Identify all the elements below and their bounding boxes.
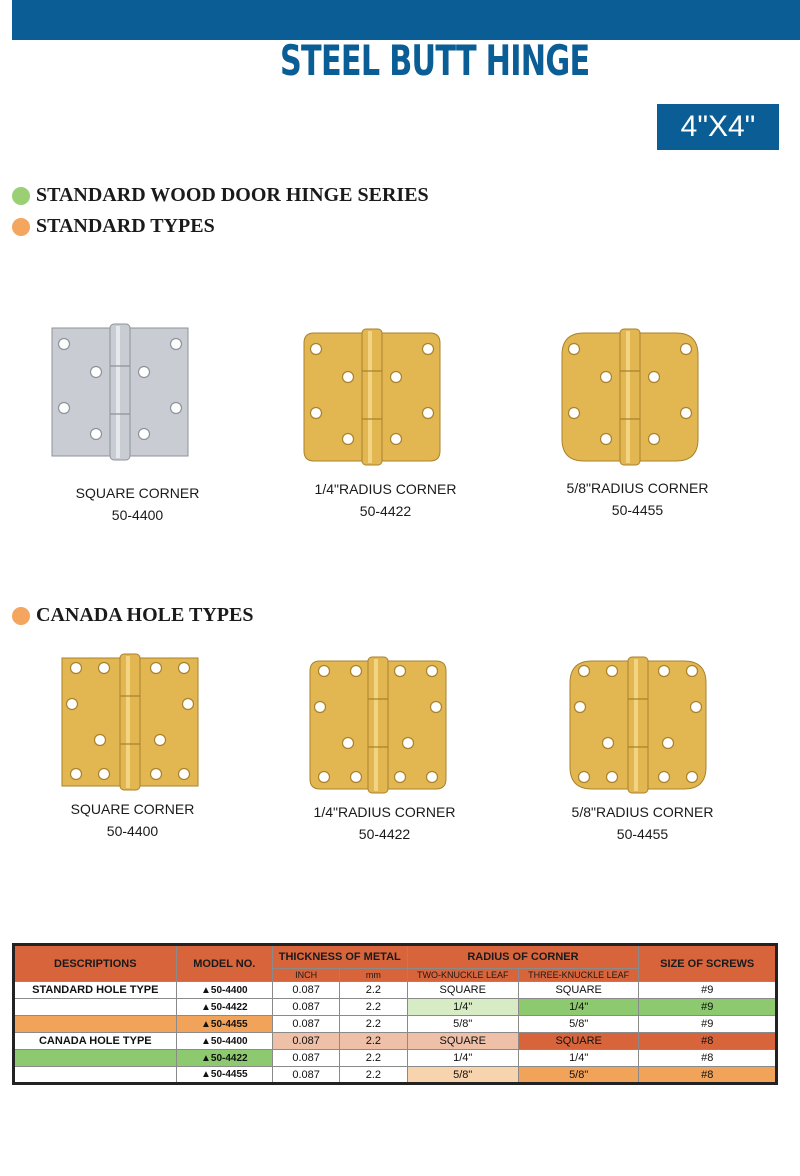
screw-hole [395, 772, 406, 783]
hinge-model: 50-4400 [111, 507, 164, 523]
screw-hole [687, 772, 698, 783]
hinge-name: 5/8"RADIUS CORNER [571, 804, 714, 820]
screw-hole [649, 372, 660, 383]
row-screws: #9 [639, 982, 777, 999]
page-title: STEEL BUTT HINGE [280, 36, 590, 85]
row-description [14, 999, 177, 1016]
row-inch: 0.087 [273, 1067, 340, 1084]
screw-hole [99, 769, 110, 780]
screw-hole [579, 772, 590, 783]
screw-hole [403, 738, 414, 749]
header-model-no: MODEL NO. [176, 945, 272, 982]
row-three-knuckle: 5/8" [518, 1016, 638, 1033]
hinge-model: 50-4455 [616, 826, 669, 842]
hinge-model: 50-4400 [106, 823, 159, 839]
screw-hole [395, 666, 406, 677]
canada-types-heading-text: CANADA HOLE TYPES [36, 604, 254, 626]
screw-hole [603, 738, 614, 749]
table-row [14, 1033, 777, 1050]
series-heading-text: STANDARD WOOD DOOR HINGE SERIES [36, 184, 429, 206]
row-model: ▲50-4422 [176, 1050, 272, 1067]
row-inch: 0.087 [273, 1033, 340, 1050]
row-screws: #9 [639, 999, 777, 1016]
row-screws: #8 [639, 1067, 777, 1084]
header-mm: mm [340, 969, 407, 982]
screw-hole [59, 339, 70, 350]
row-description [14, 1067, 177, 1084]
hinge-name: 1/4"RADIUS CORNER [314, 481, 457, 497]
header-descriptions: DESCRIPTIONS [14, 945, 177, 982]
row-three-knuckle: 1/4" [518, 1050, 638, 1067]
screw-hole [431, 702, 442, 713]
row-model: ▲50-4455 [176, 1067, 272, 1084]
screw-hole [179, 663, 190, 674]
screw-hole [311, 408, 322, 419]
row-two-knuckle: 1/4" [407, 999, 518, 1016]
caption-standard-quarter-radius [288, 478, 483, 522]
row-two-knuckle: 5/8" [407, 1067, 518, 1084]
header-screws: SIZE OF SCREWS [639, 945, 777, 982]
screw-hole [343, 372, 354, 383]
screw-hole [67, 699, 78, 710]
row-three-knuckle: 1/4" [518, 999, 638, 1016]
orange-bullet-icon [12, 607, 30, 625]
row-two-knuckle: 1/4" [407, 1050, 518, 1067]
hinge-image-canada-quarter-radius [308, 655, 448, 795]
screw-hole [663, 738, 674, 749]
row-two-knuckle: 5/8" [407, 1016, 518, 1033]
screw-hole [681, 408, 692, 419]
row-inch: 0.087 [273, 999, 340, 1016]
screw-hole [691, 702, 702, 713]
screw-hole [91, 429, 102, 440]
screw-hole [155, 735, 166, 746]
row-description: CANADA HOLE TYPE [14, 1033, 177, 1050]
canada-types-heading [12, 604, 253, 627]
table-row [14, 999, 777, 1016]
caption-canada-square [35, 798, 230, 842]
row-mm: 2.2 [340, 982, 407, 999]
screw-hole [427, 772, 438, 783]
screw-hole [391, 372, 402, 383]
hinge-leaf-left [62, 658, 122, 786]
row-three-knuckle: 5/8" [518, 1067, 638, 1084]
screw-hole [183, 699, 194, 710]
screw-hole [179, 769, 190, 780]
screw-hole [139, 429, 150, 440]
screw-hole [423, 344, 434, 355]
hinge-image-canada-square [60, 652, 200, 792]
screw-hole [151, 663, 162, 674]
row-inch: 0.087 [273, 982, 340, 999]
screw-hole [575, 702, 586, 713]
row-screws: #8 [639, 1033, 777, 1050]
row-three-knuckle: SQUARE [518, 1033, 638, 1050]
screw-hole [569, 408, 580, 419]
screw-hole [569, 344, 580, 355]
row-model: ▲50-4455 [176, 1016, 272, 1033]
screw-hole [171, 339, 182, 350]
hinge-model: 50-4422 [358, 826, 411, 842]
screw-hole [601, 372, 612, 383]
screw-hole [59, 403, 70, 414]
header-thickness: THICKNESS OF METAL [273, 945, 408, 969]
screw-hole [319, 666, 330, 677]
hinge-image-standard-square [50, 322, 190, 462]
screw-hole [351, 772, 362, 783]
screw-hole [351, 666, 362, 677]
hinge-leaf-left [570, 661, 630, 789]
screw-hole [311, 344, 322, 355]
screw-hole [91, 367, 102, 378]
screw-hole [95, 735, 106, 746]
hinge-name: SQUARE CORNER [70, 801, 195, 817]
row-two-knuckle: SQUARE [407, 982, 518, 999]
screw-hole [391, 434, 402, 445]
size-badge: 4"X4" [657, 104, 779, 150]
screw-hole [71, 663, 82, 674]
screw-hole [649, 434, 660, 445]
screw-hole [171, 403, 182, 414]
standard-types-heading-text: STANDARD TYPES [36, 215, 215, 237]
orange-bullet-icon [12, 218, 30, 236]
hinge-image-standard-five-eighth-radius [560, 327, 700, 467]
header-radius: RADIUS OF CORNER [407, 945, 639, 969]
row-mm: 2.2 [340, 1050, 407, 1067]
screw-hole [99, 663, 110, 674]
screw-hole [427, 666, 438, 677]
row-model: ▲50-4400 [176, 1033, 272, 1050]
row-two-knuckle: SQUARE [407, 1033, 518, 1050]
hinge-image-canada-five-eighth-radius [568, 655, 708, 795]
table-row [14, 1016, 777, 1033]
hinge-model: 50-4455 [611, 502, 664, 518]
hinge-name: SQUARE CORNER [75, 485, 200, 501]
screw-hole [601, 434, 612, 445]
hinge-name: 5/8"RADIUS CORNER [566, 480, 709, 496]
standard-types-heading [12, 215, 215, 238]
header-two-knuckle: TWO-KNUCKLE LEAF [407, 969, 518, 982]
table-row [14, 982, 777, 999]
screw-hole [343, 738, 354, 749]
caption-canada-five-eighth-radius [545, 801, 740, 845]
row-model: ▲50-4400 [176, 982, 272, 999]
row-screws: #9 [639, 1016, 777, 1033]
hinge-leaf-right [138, 658, 198, 786]
row-three-knuckle: SQUARE [518, 982, 638, 999]
row-inch: 0.087 [273, 1050, 340, 1067]
hinge-leaf-right [646, 661, 706, 789]
row-description: STANDARD HOLE TYPE [14, 982, 177, 999]
caption-canada-quarter-radius [287, 801, 482, 845]
hinge-image-standard-quarter-radius [302, 327, 442, 467]
screw-hole [659, 666, 670, 677]
screw-hole [139, 367, 150, 378]
screw-hole [151, 769, 162, 780]
row-description [14, 1050, 177, 1067]
row-inch: 0.087 [273, 1016, 340, 1033]
caption-standard-five-eighth-radius [540, 477, 735, 521]
header-three-knuckle: THREE-KNUCKLE LEAF [518, 969, 638, 982]
screw-hole [579, 666, 590, 677]
screw-hole [343, 434, 354, 445]
hinge-leaf-right [386, 661, 446, 789]
row-mm: 2.2 [340, 1016, 407, 1033]
row-mm: 2.2 [340, 999, 407, 1016]
green-bullet-icon [12, 187, 30, 205]
screw-hole [71, 769, 82, 780]
row-mm: 2.2 [340, 1033, 407, 1050]
row-description [14, 1016, 177, 1033]
row-mm: 2.2 [340, 1067, 407, 1084]
screw-hole [607, 772, 618, 783]
series-heading [12, 184, 429, 207]
hinge-name: 1/4"RADIUS CORNER [313, 804, 456, 820]
screw-hole [607, 666, 618, 677]
hinge-model: 50-4422 [359, 503, 412, 519]
row-screws: #8 [639, 1050, 777, 1067]
table-row [14, 1050, 777, 1067]
screw-hole [659, 772, 670, 783]
screw-hole [315, 702, 326, 713]
row-model: ▲50-4422 [176, 999, 272, 1016]
top-banner [12, 0, 800, 40]
screw-hole [681, 344, 692, 355]
header-inch: INCH [273, 969, 340, 982]
caption-standard-square [40, 482, 235, 526]
spec-table [12, 943, 778, 1085]
screw-hole [319, 772, 330, 783]
table-row [14, 1067, 777, 1084]
hinge-leaf-left [310, 661, 370, 789]
screw-hole [687, 666, 698, 677]
screw-hole [423, 408, 434, 419]
